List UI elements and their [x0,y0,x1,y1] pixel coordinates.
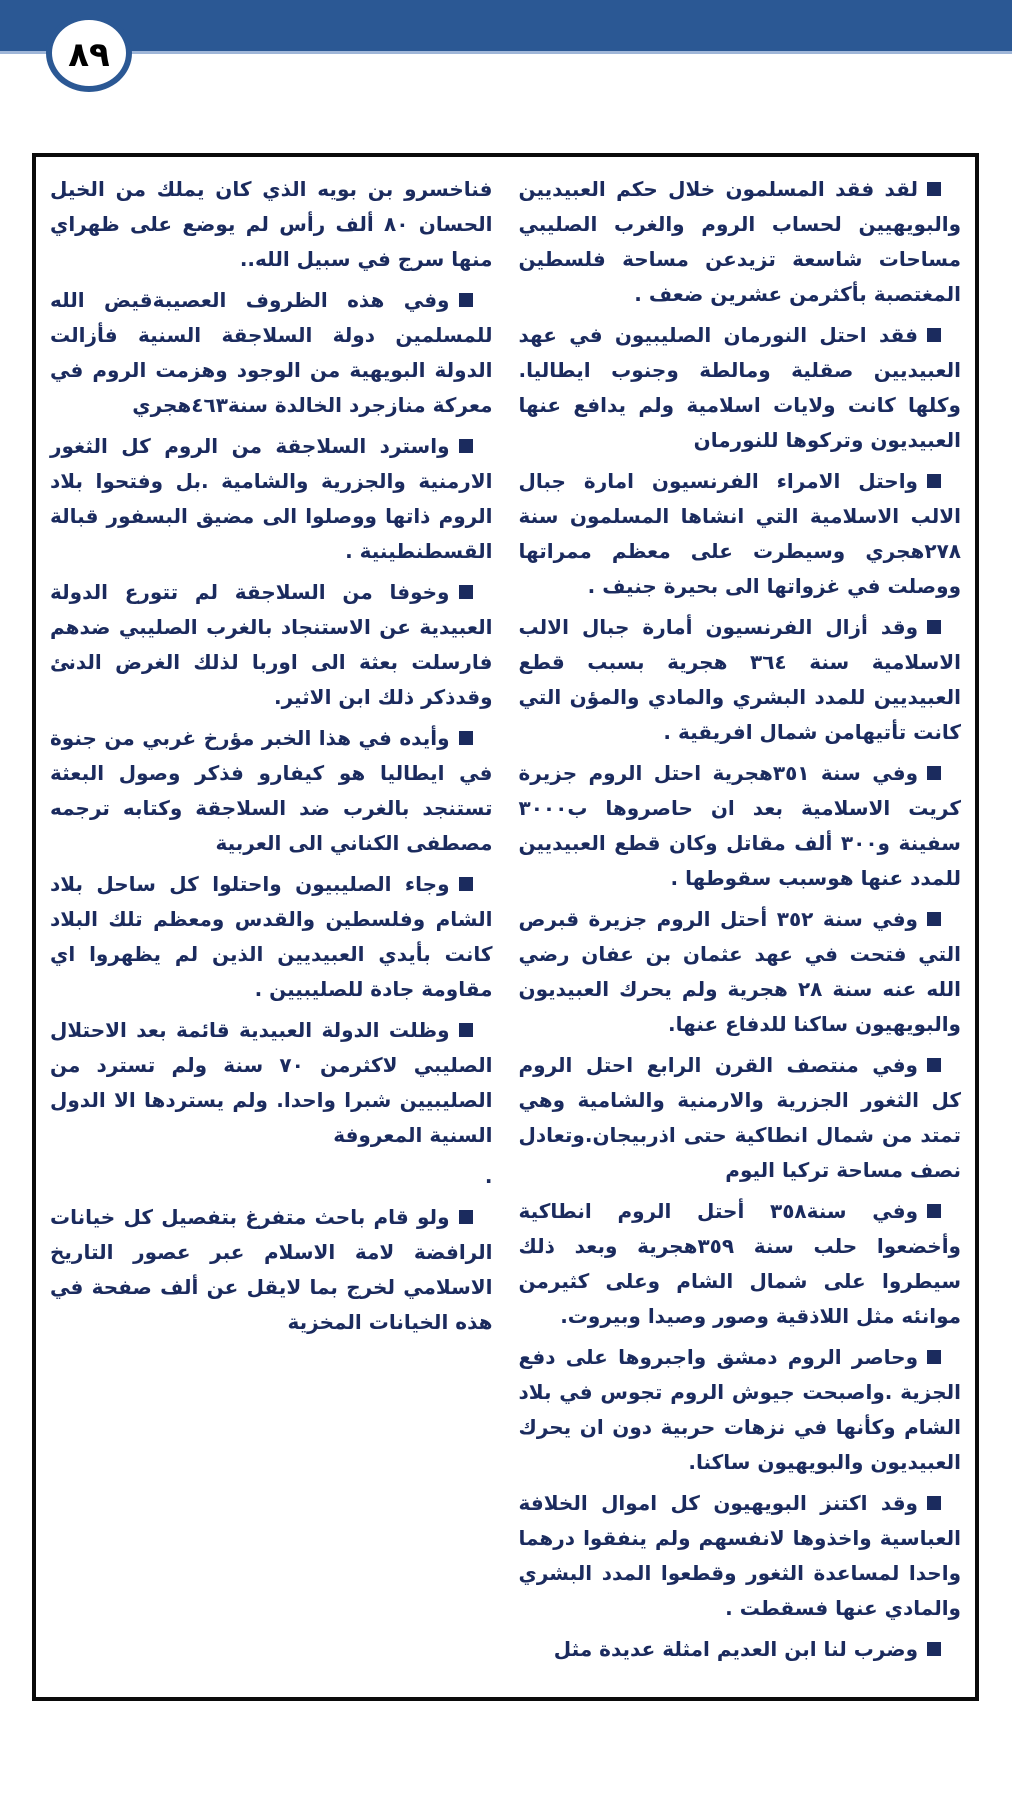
content-frame [32,153,979,1701]
bullet-square-icon [927,182,941,196]
paragraph-text: وخوفا من السلاجقة لم تتورع الدولة العبيدية عن الاستنجاد بالغرب الصليبي ضدهم فارسلت بعثة الى اوربا لذلك الغرض الدنئ وقدذكر ذلك ابن الاثير. [50,580,493,709]
top-bar [0,0,1012,54]
bullet-square-icon [927,474,941,488]
paragraph-text: فناخسرو بن بويه الذي كان يملك من الخيل الحسان ٨٠ ألف رأس لم يوضع على ظهراي منها سرج في سبيل الله.. [50,177,493,271]
paragraph [50,575,493,715]
bullet-square-icon [459,731,473,745]
paragraph-text: وضرب لنا ابن العديم امثلة عديدة مثل [553,1637,918,1661]
bullet-square-icon [927,766,941,780]
bullet-square-icon [927,1058,941,1072]
bullet-square-icon [927,620,941,634]
bullet-square-icon [459,585,473,599]
paragraph [519,1632,962,1667]
paragraph [50,172,493,277]
paragraph [519,1194,962,1334]
paragraph [519,172,962,312]
paragraph [519,1048,962,1188]
paragraph [50,867,493,1007]
paragraph [50,283,493,423]
page-number-badge [46,14,132,92]
text-columns [50,172,961,1687]
paragraph [519,902,962,1042]
paragraph [50,721,493,861]
bullet-square-icon [927,328,941,342]
paragraph [50,429,493,569]
paragraph [50,1200,493,1340]
paragraph-text: وقد أزال الفرنسيون أمارة جبال الالب الاسلامية سنة ٣٦٤ هجرية بسبب قطع العبيديين للمدد البشري والمادي والمؤن التي كانت تأتيهامن شمال افريقية . [518,615,961,744]
paragraph [519,464,962,604]
paragraph-text: وفي سنة٣٥٨ أحتل الروم انطاكية وأخضعوا حلب سنة ٣٥٩هجرية وبعد ذلك سيطروا على شمال الشام وعلى كثيرمن موانئه مثل اللاذقية وصور وصيدا وبيروت. [518,1199,961,1328]
paragraph-text: وحاصر الروم دمشق واجبروها على دفع الجزية .واصبحت جيوش الروم تجوس في بلاد الشام وكأنها في نزهات حربية دون ان يحرك العبيديون والبويهيون ساكنا. [518,1345,961,1474]
paragraph-text: وظلت الدولة العبيدية قائمة بعد الاحتلال الصليبي لاكثرمن ٧٠ سنة ولم تسترد من الصليبيين شبرا واحدا. ولم يستردها الا الدول السنية المعروفة [50,1018,493,1147]
paragraph-text: فقد احتل النورمان الصليبيون في عهد العبيديين صقلية ومالطة وجنوب ايطاليا. وكلها كانت ولايات اسلامية ولم يدافع عنها العبيديون وتركوها للنورمان [518,323,961,452]
bullet-square-icon [459,439,473,453]
paragraph [519,610,962,750]
paragraph-text: ولو قام باحث متفرغ بتفصيل كل خيانات الرافضة لامة الاسلام عبر عصور التاريخ الاسلامي لخرج بما لايقل عن ألف صفحة في هذه الخيانات المخزية [50,1205,493,1334]
paragraph-text: واحتل الامراء الفرنسيون امارة جبال الالب الاسلامية التي انشاها المسلمون سنة ٢٧٨هجري وسيطرت على معظم ممراتها ووصلت في غزواتها الى بحيرة جنيف . [518,469,961,598]
page-number: ٨٩ [68,34,110,75]
paragraph [50,1159,493,1194]
paragraph-text: وجاء الصليبيون واحتلوا كل ساحل بلاد الشام وفلسطين والقدس ومعظم تلك البلاد كانت بأيدي العبيديين الذين لم يظهروا اي مقاومة جادة للصليبيين . [50,872,493,1001]
paragraph-text: وفي منتصف القرن الرابع احتل الروم كل الثغور الجزرية والارمنية والشامية وهي تمتد من شمال انطاكية حتى اذربيجان.وتعادل نصف مساحة تركيا اليوم [518,1053,961,1182]
bullet-square-icon [459,1023,473,1037]
paragraph-text: . [484,1164,493,1188]
paragraph-text: لقد فقد المسلمون خلال حكم العبيديين والبويهيين لحساب الروم والغرب الصليبي مساحات شاسعة تزيدعن مساحة فلسطين المغتصبة بأكثرمن عشرين ضعف . [518,177,961,306]
paragraph-text: وفي سنة ٣٥٢ أحتل الروم جزيرة قبرص التي فتحت في عهد عثمان بن عفان رضي الله عنه سنة ٢٨ هجرية ولم يحرك العبيديون والبويهيون ساكنا للدفاع عنها. [518,907,962,1036]
bullet-square-icon [459,293,473,307]
bullet-square-icon [927,1642,941,1656]
paragraph-text: وفي هذه الظروف العصيبةقيض الله للمسلمين دولة السلاجقة السنية فأزالت الدولة البويهية من الوجود وهزمت الروم في معركة منازجرد الخالدة سنة٤٦٣هجري [50,288,493,417]
column-left [50,172,493,1687]
paragraph-text: وقد اكتنز البويهيون كل اموال الخلافة العباسية واخذوها لانفسهم ولم ينفقوا درهما واحدا لمساعدة الثغور وقطعوا المدد البشري والمادي عنها فسقطت . [518,1491,961,1620]
paragraph [50,1013,493,1153]
bullet-square-icon [927,912,941,926]
column-right [519,172,962,1687]
paragraph-text: واسترد السلاجقة من الروم كل الثغور الارمنية والجزرية والشامية .بل وفتحوا بلاد الروم ذاتها ووصلوا الى مضيق البسفور قبالة القسطنطينية . [50,434,493,563]
bullet-square-icon [927,1496,941,1510]
paragraph [519,1340,962,1480]
bullet-square-icon [927,1204,941,1218]
paragraph-text: وفي سنة ٣٥١هجرية احتل الروم جزيرة كريت الاسلامية بعد ان حاصروها ب٣٠٠٠ سفينة و٣٠٠ ألف مقاتل وكان قطع العبيديين للمدد عنها هوسبب سقوطها . [518,761,961,890]
bullet-square-icon [927,1350,941,1364]
paragraph [519,756,962,896]
bullet-square-icon [459,1210,473,1224]
paragraph [519,1486,962,1626]
bullet-square-icon [459,877,473,891]
paragraph-text: وأيده في هذا الخبر مؤرخ غربي من جنوة في ايطاليا هو كيفارو فذكر وصول البعثة تستنجد بالغرب ضد السلاجقة وكتابه ترجمه مصطفى الكناني الى العربية [50,726,493,855]
paragraph [519,318,962,458]
